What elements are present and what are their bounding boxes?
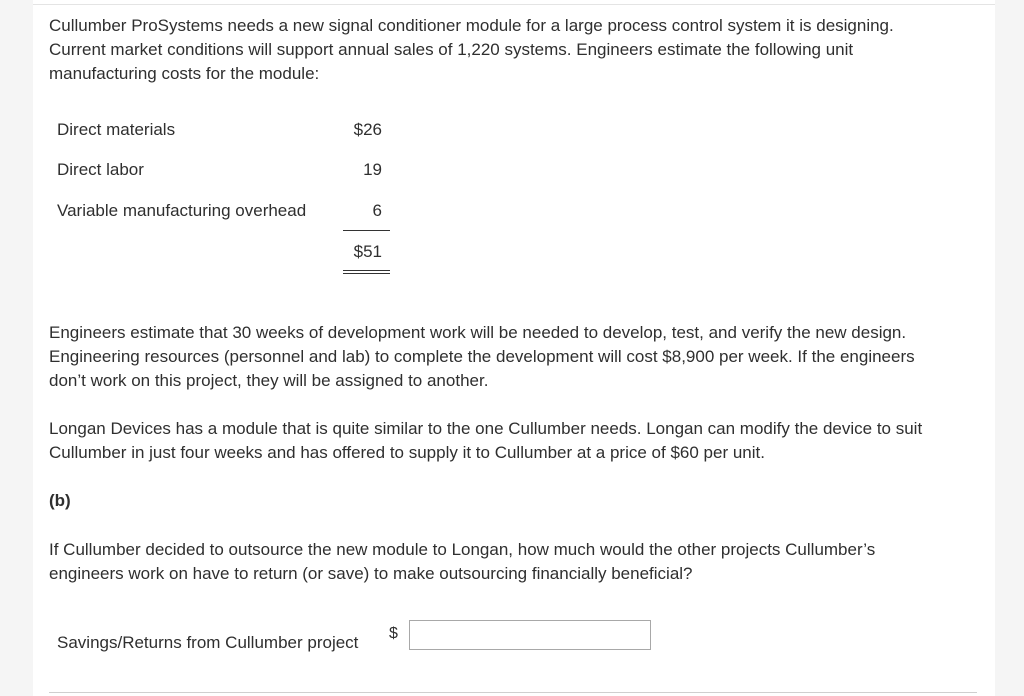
bottom-divider (49, 692, 977, 693)
part-label: (b) (49, 491, 71, 510)
cost-value-direct-labor: 19 (363, 160, 382, 179)
top-divider (33, 4, 995, 5)
cost-label-direct-materials: Direct materials (57, 120, 176, 139)
savings-returns-input[interactable] (409, 620, 651, 650)
question-page (33, 0, 995, 696)
answer-row (57, 618, 677, 654)
intro-paragraph: Cullumber ProSystems needs a new signal conditioner module for a large process control system it is designing. Current market conditions will support annual sales of 1,220 systems. Engineers estimate the following unit manufacturing costs for the module: (49, 16, 894, 83)
cost-label-direct-labor: Direct labor (57, 160, 144, 179)
longan-paragraph: Longan Devices has a module that is quite similar to the one Cullumber needs. Longan can modify the device to suit Cullumber in just four weeks and has offered to supply it to Cullumber at a price of $60 per unit. (49, 419, 923, 462)
currency-symbol: $ (389, 625, 398, 642)
unit-cost-table (57, 118, 397, 278)
engineers-paragraph: Engineers estimate that 30 weeks of development work will be needed to develop, test, and verify the new design. Engineering resources (personnel and lab) to complete the development will cost $8,900 per week. If the engineers don’t work on this project, they will be assigned to another. (49, 323, 915, 390)
question-paragraph: If Cullumber decided to outsource the new module to Longan, how much would the other projects Cullumber’s engineers work on have to return (or save) to make outsourcing financially beneficial? (49, 540, 876, 583)
cost-value-variable-overhead: 6 (372, 201, 382, 220)
answer-label: Savings/Returns from Cullumber project (57, 633, 359, 652)
subtotal-rule (343, 230, 390, 231)
cost-total-value: $51 (353, 242, 382, 261)
cost-label-variable-overhead: Variable manufacturing overhead (57, 201, 307, 220)
cost-value-direct-materials: $26 (353, 120, 382, 139)
total-double-rule (343, 270, 390, 274)
